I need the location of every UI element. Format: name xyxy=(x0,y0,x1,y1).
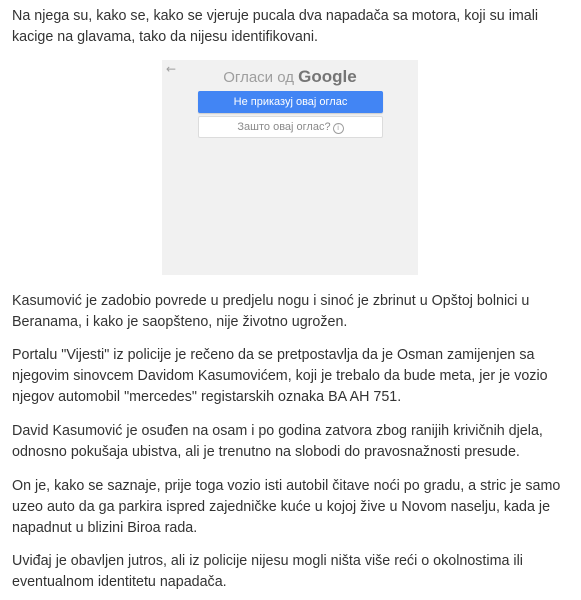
why-this-ad-label: Зашто овај оглас? xyxy=(237,121,331,133)
why-this-ad-button[interactable] xyxy=(198,116,383,138)
info-icon: i xyxy=(333,123,344,134)
article-paragraph-2: Kasumović je zadobio povrede u predjelu nogu i sinoć je zbrinut u Opštoj bolnici u Beranama, i kako je saopšteno, nije životno ugrožen. xyxy=(12,293,530,330)
google-ad-feedback-panel xyxy=(162,60,418,275)
article-paragraph-5: On je, kako se saznaje, prije toga vozio isti autobil čitave noći po gradu, a stric je samo uzeo auto da ga parkira ispred zajedničke kuće u kojoj žive u Novom naselju, kada je napadnut u blizini Biroa rada. xyxy=(12,478,561,536)
google-logo: Google xyxy=(298,67,357,86)
article-paragraph-4: David Kasumović je osuđen na osam i po godina zatvora zbog ranijih krivičnih djela, odnosno pokušaja ubistva, ali je trenutno na slobodi do pravosnažnosti presude. xyxy=(12,423,543,460)
back-arrow-icon[interactable]: ← xyxy=(165,62,177,76)
ad-title-prefix: Огласи од xyxy=(223,69,294,86)
article-paragraph-1: Na njega su, kako se, kako se vjeruje pucala dva napadača sa motora, koji su imali kacige na glavama, tako da nijesu identifikovani. xyxy=(12,8,539,45)
hide-ad-button[interactable]: Не приказуј овај оглас xyxy=(198,91,383,113)
ad-title xyxy=(162,66,418,89)
article-paragraph-3: Portalu "Vijesti" iz policije je rečeno da se pretpostavlja da je Osman zamijenjen sa njegovim sinovcem Davidom Kasumovićem, koji je trebalo da bude meta, jer je vozio njegov automobil "mercedes" registarskih oznaka BA AH 751. xyxy=(12,347,548,405)
article-paragraph-6: Uviđaj je obavljen jutros, ali iz policije nijesu mogli ništa više reći o okolnostima ili eventualnom identitetu napadača. xyxy=(12,553,523,590)
